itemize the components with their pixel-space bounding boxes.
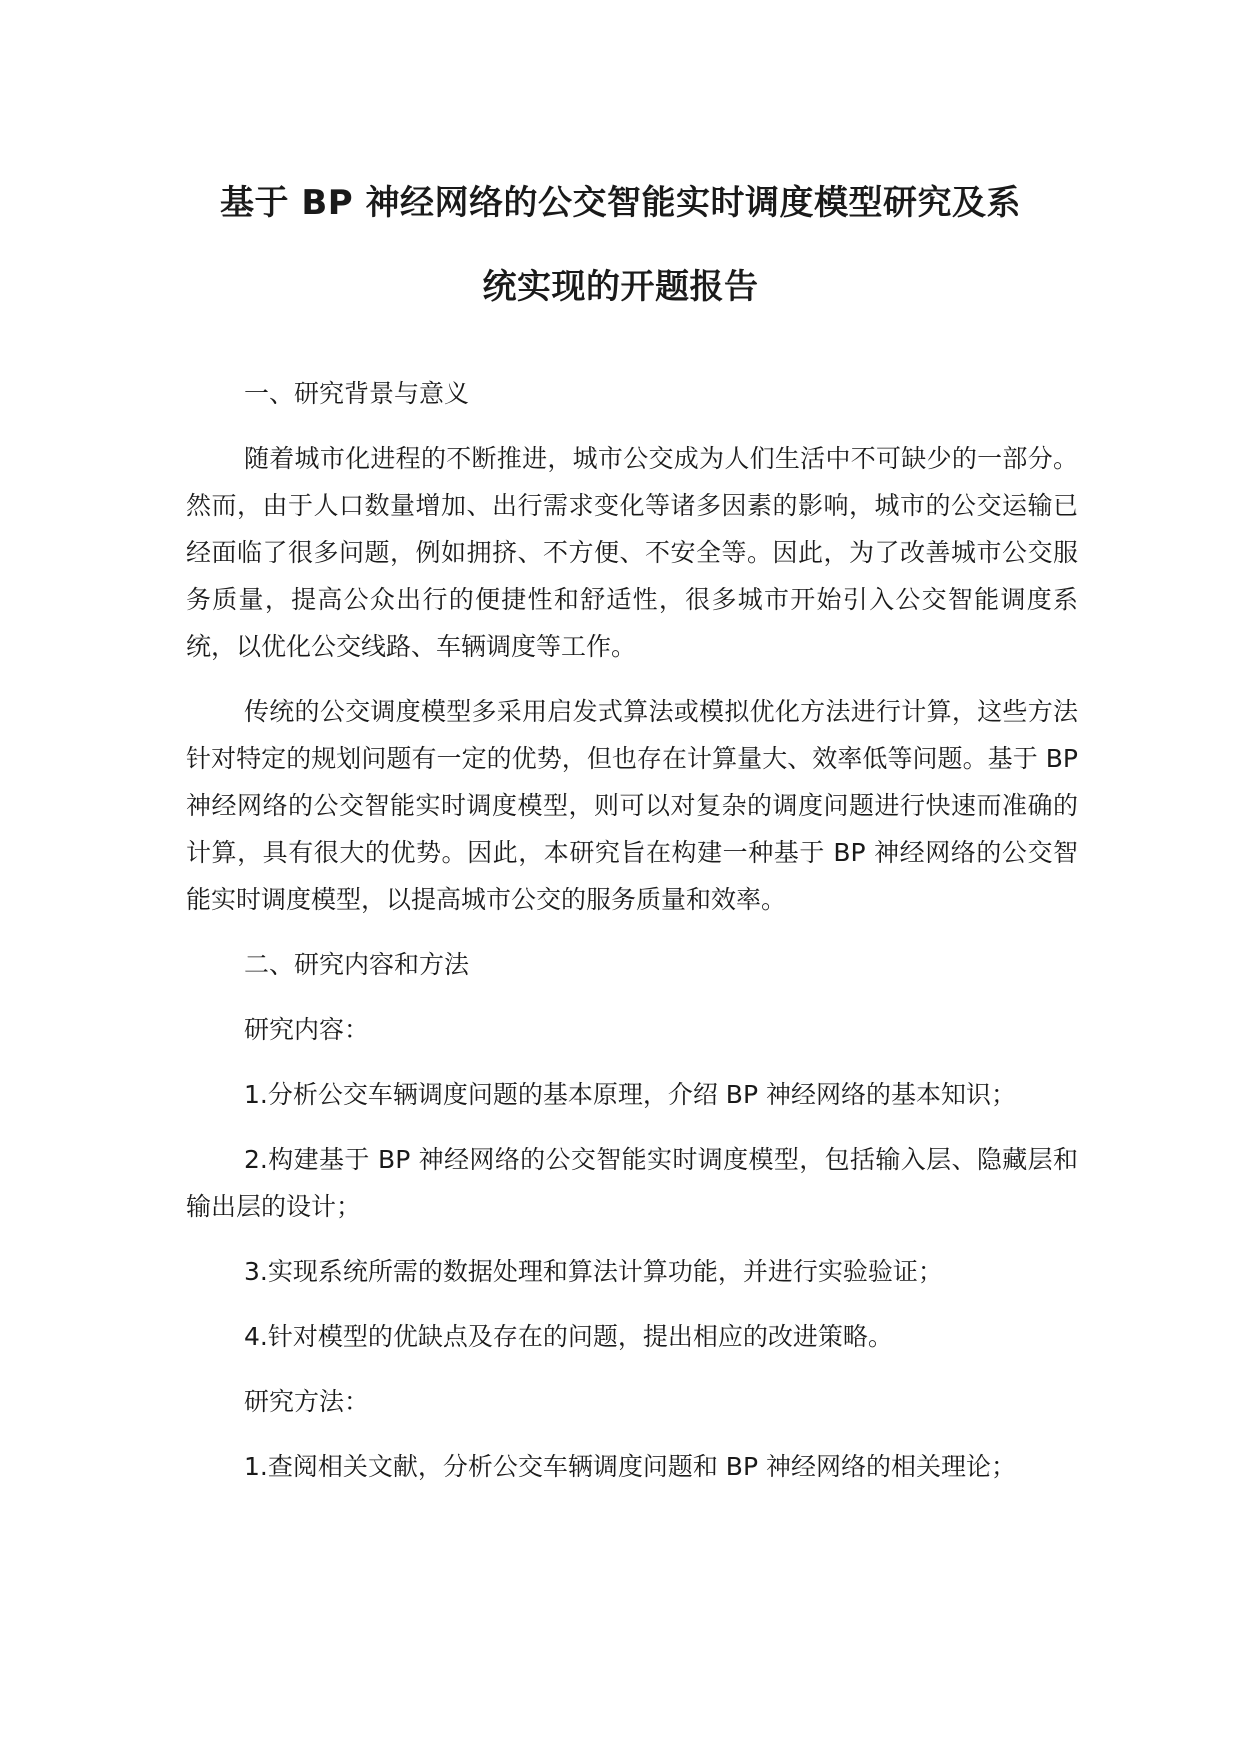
section-2-heading: 二、研究内容和方法 <box>244 950 470 979</box>
section-1-paragraph: 传统的公交调度模型多采用启发式算法或模拟优化方法进行计算，这些方法针对特定的规划问题有一定的优势，但也存在计算量大、效率低等问题。基于 BP 神经网络的公交智能实时调度模型，则可以对复杂的调度问题进行快速而准确的计算，具有很大的优势。因此，本研究旨在构建一种基于 BP 神经网络的公交智能实时调度模型，以提高城市公交的服务质量和效率。 <box>186 697 1078 914</box>
section-1-heading: 一、研究背景与意义 <box>244 379 470 408</box>
document-title-line-2: 统实现的开题报告 <box>482 267 759 307</box>
document-body <box>186 370 1078 1508</box>
research-content-label: 研究内容： <box>244 1015 370 1044</box>
section-1-paragraph: 随着城市化进程的不断推进，城市公交成为人们生活中不可缺少的一部分。然而，由于人口数量增加、出行需求变化等诸多因素的影响，城市的公交运输已经面临了很多问题，例如拥挤、不方便、不安全等。因此，为了改善城市公交服务质量，提高公众出行的便捷性和舒适性，很多城市开始引入公交智能调度系统，以优化公交线路、车辆调度等工作。 <box>186 444 1078 661</box>
research-method-label: 研究方法： <box>244 1387 370 1416</box>
research-content-item: 3.实现系统所需的数据处理和算法计算功能，并进行实验验证； <box>244 1257 943 1286</box>
research-content-item: 4.针对模型的优缺点及存在的问题，提出相应的改进策略。 <box>244 1322 893 1351</box>
research-method-item: 1.查阅相关文献，分析公交车辆调度问题和 BP 神经网络的相关理论； <box>244 1452 1016 1481</box>
document-title-line-1: 基于 BP 神经网络的公交智能实时调度模型研究及系 <box>219 183 1021 223</box>
research-content-item: 2.构建基于 BP 神经网络的公交智能实时调度模型，包括输入层、隐藏层和输出层的设计； <box>186 1145 1078 1221</box>
research-content-item: 1.分析公交车辆调度问题的基本原理，介绍 BP 神经网络的基本知识； <box>244 1080 1016 1109</box>
